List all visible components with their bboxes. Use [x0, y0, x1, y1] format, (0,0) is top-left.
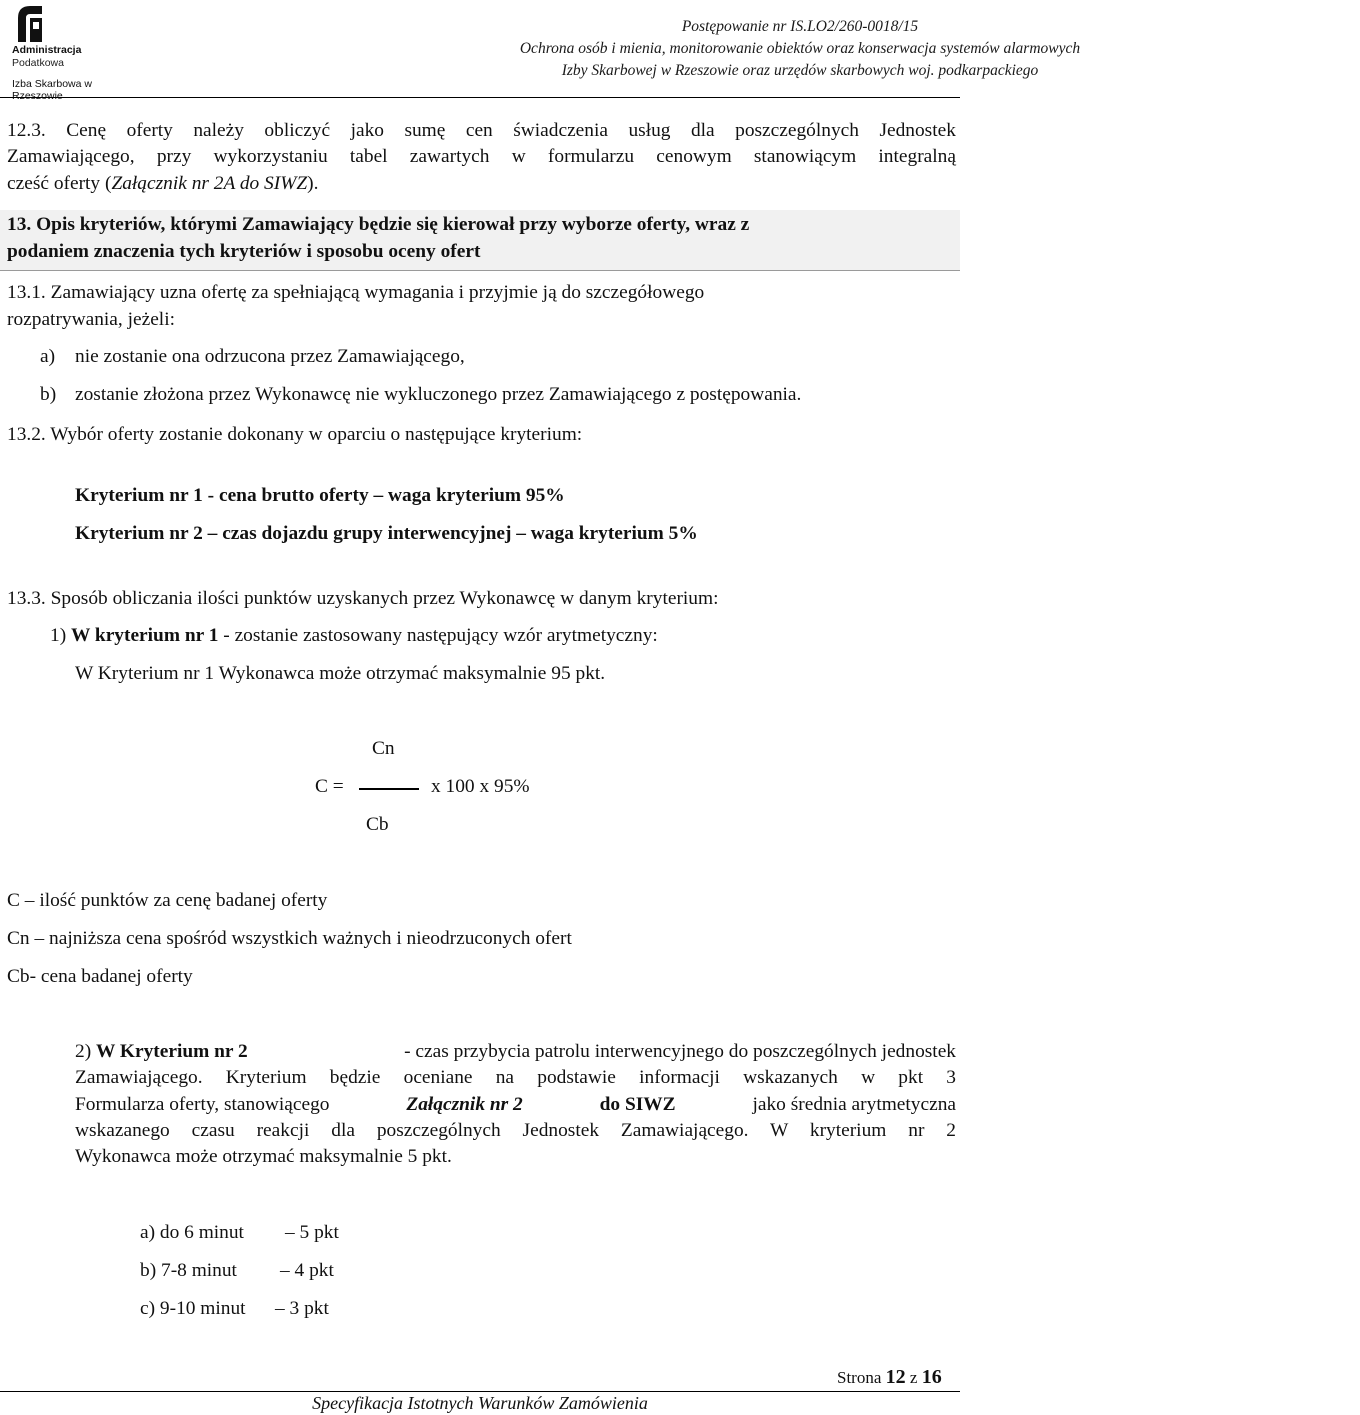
administracja-podatkowa-logo-icon — [16, 4, 46, 44]
criterion-1-max: W Kryterium nr 1 Wykonawca może otrzymać maksymalnie 95 pkt. — [75, 663, 606, 684]
legend-c: C – ilość punktów za cenę badanej oferty — [7, 890, 328, 911]
sec-12-3-line-2 — [7, 146, 956, 168]
item-2-line-2: Zamawiającego. Kryterium będzie oceniane na podstawie informacji wskazanych w pkt 3 — [75, 1067, 956, 1088]
document-page: Administracja Podatkowa Izba Skarbowa w Rzeszowie Postępowanie nr IS.LO2/260-0018/15 Ochrona osób i mienia, monitorowanie obiektów oraz konserwacja systemów alarmowych Izby Skarbowej w Rzeszowie oraz urzędów skarbowych woj. podkarpackiego 12.3. Cenę oferty należy obliczyć jako sumę cen świadczenia usług dla poszczególnych Jednostek Zamawiającego, przy wykorzystaniu tabel zawartych w formularzu cenowym stanowiącym integralną cześć oferty (Załącznik nr 2A do SIWZ). 13. Opis kryteriów, którymi Zamawiający będzie się kierował przy wyborze oferty, wraz z podaniem znaczenia tych kryteriów i sposobu oceny ofert 13.1. Zamawiający uzna ofertę za spełniającą wymagania i przyjmie ją do szczegółowego rozpatrywania, jeżeli: a) nie zostanie ona odrzucona przez Zamawiającego, b) zostanie złożona przez Wykonawcę nie wykluczonego przez Zamawiającego z postępowania. 13.2. Wybór oferty zostanie dokonany w oparciu o następujące kryterium: Kryterium nr 1 - cena brutto oferty – waga kryterium 95% Kryterium nr 2 – czas dojazdu grupy interwencyjnej – waga kryterium 5% 13.3. Sposób obliczania ilości punktów uzyskanych przez Wykonawcę w danym kryterium: 1) W kryterium nr 1 - zostanie zastosowany następujący wzór arytmetyczny: W Kryterium nr 1 Wykonawca może otrzymać maksymalnie 95 pkt. Cn C = x 100 x 95% Cb C – ilość punktów za cenę badanej oferty Cn – najniższa cena spośród wszystkich ważnych i nieodrzuconych ofert Cb- cena badanej oferty 2) W Kryterium nr 2 - czas przybycia patrolu interwencyjnego do poszczególnych jednostek Zamawiającego. Kryterium będzie oceniane na podstawie informacji wskazanych w pkt 3 Formularza oferty, stanowiącego Załącznik nr 2 do SIWZ jako średnia arytmetyczna wskazanego czasu reakcji dla poszczególnych Jednostek Zamawiającego. W kryterium nr 2 Wykonawca może otrzymać maksymalnie 5 pkt. a) do 6 minut – 5 pkt b) 7-8 minut – 4 pkt c) 9-10 minut – 3 pkt Strona 12 z 16 Specyfikacja Istotnych Warunków Zamówienia — [0, 0, 960, 1415]
item-2-line-5: Wykonawca może otrzymać maksymalnie 5 pkt. — [75, 1146, 452, 1167]
list-item-b: zostanie złożona przez Wykonawcę nie wykluczonego przez Zamawiającego z postępowania. — [75, 384, 802, 405]
item-2-line-3 — [75, 1094, 956, 1116]
word: sumę — [404, 120, 446, 141]
item-2-start — [75, 1041, 248, 1063]
word: stanowiącym — [753, 146, 857, 167]
formula-lhs: C = — [315, 776, 344, 797]
section-13-heading-line-2: podaniem znaczenia tych kryteriów i sposobu oceny ofert — [7, 241, 481, 262]
item-1-number: 1) — [50, 625, 67, 646]
footer-rule — [0, 1391, 960, 1392]
sec-13-3-text: 13.3. Sposób obliczania ilości punktów uzyskanych przez Wykonawcę w danym kryterium: — [7, 588, 719, 609]
item-2-number: 2) — [75, 1041, 92, 1062]
sec-13-1-line-1: 13.1. Zamawiający uzna ofertę za spełniającą wymagania i przyjmie ją do szczegółowego — [7, 282, 705, 303]
word: wykorzystaniu — [213, 146, 328, 167]
item-2-mean-text: jako średnia arytmetyczna — [752, 1094, 956, 1115]
header-rule — [0, 97, 960, 98]
item-2-form-text: Formularza oferty, stanowiącego — [75, 1094, 330, 1115]
sec-12-3-line-3 — [7, 173, 318, 195]
criterion-1: Kryterium nr 1 - cena brutto oferty – waga kryterium 95% — [75, 485, 565, 506]
attachment-ref: Załącznik nr 2A do SIWZ — [111, 173, 308, 194]
sec-13-3-item-1 — [50, 625, 658, 647]
page-total: 16 — [921, 1366, 942, 1388]
sec-13-2-text: 13.2. Wybór oferty zostanie dokonany w oparciu o następujące kryterium: — [7, 424, 583, 445]
page-prefix: Strona — [837, 1368, 882, 1387]
formula-denominator: Cb — [366, 814, 389, 835]
word: obliczyć — [264, 120, 331, 141]
score-label-2: b) 7-8 minut — [140, 1260, 237, 1281]
list-marker-b: b) — [40, 384, 57, 405]
list-item-a: nie zostanie ona odrzucona przez Zamawiającego, — [75, 346, 465, 367]
word: 12.3. — [7, 120, 46, 141]
score-label-3: c) 9-10 minut — [140, 1298, 246, 1319]
legend-cb: Cb- cena badanej oferty — [7, 966, 193, 987]
item-1-rest: - zostanie zastosowany następujący wzór arytmetyczny: — [218, 625, 658, 646]
word: formularzu — [547, 146, 635, 167]
item-2-line-1 — [75, 1041, 956, 1063]
criterion-2: Kryterium nr 2 – czas dojazdu grupy interwencyjnej – waga kryterium 5% — [75, 523, 698, 544]
word: Jednostek — [879, 120, 956, 141]
item-2-line-4: wskazanego czasu reakcji dla poszczególnych Jednostek Zamawiającego. W kryterium nr 2 — [75, 1120, 956, 1141]
page-number — [837, 1366, 942, 1389]
page-current: 12 — [885, 1366, 906, 1388]
score-points-3: – 3 pkt — [275, 1298, 329, 1319]
word: zawartych — [409, 146, 490, 167]
item-2-rest: - czas przybycia patrolu interwencyjnego do poszczególnych jednostek — [404, 1041, 956, 1062]
word: dla — [690, 120, 715, 141]
item-2-attachment: Załącznik nr 2 — [406, 1094, 523, 1115]
word: jako — [350, 120, 384, 141]
word: oferty — [126, 120, 173, 141]
sec-12-3-close: ). — [307, 173, 319, 194]
section-13-heading-line-1: 13. Opis kryteriów, którymi Zamawiający będzie się kierował przy wyborze oferty, wraz z — [7, 214, 750, 235]
word: cen — [465, 120, 493, 141]
item-2-siwz: do SIWZ — [599, 1094, 676, 1115]
sec-12-3-line-1 — [7, 120, 956, 142]
word: należy — [193, 120, 244, 141]
footer-title: Specyfikacja Istotnych Warunków Zamówienia — [312, 1393, 648, 1413]
word: usług — [628, 120, 671, 141]
score-points-2: – 4 pkt — [280, 1260, 334, 1281]
score-points-1: – 5 pkt — [285, 1222, 339, 1243]
legend-cn: Cn – najniższa cena spośród wszystkich ważnych i nieodrzuconych ofert — [7, 928, 572, 949]
formula-rhs: x 100 x 95% — [431, 776, 530, 797]
logo — [6, 4, 136, 102]
sec-12-3-text: cześć oferty ( — [7, 173, 112, 194]
word: cenowym — [656, 146, 732, 167]
word: przy — [156, 146, 192, 167]
logo-line-3: Izba Skarbowa w Rzeszowie — [12, 78, 92, 102]
word: w — [511, 146, 526, 167]
list-marker-a: a) — [40, 346, 56, 367]
word: poszczególnych — [735, 120, 859, 141]
page-sep: z — [909, 1368, 918, 1387]
score-label-1: a) do 6 minut — [140, 1222, 244, 1243]
sec-13-1-line-2: rozpatrywania, jeżeli: — [7, 309, 175, 330]
word: świadczenia — [513, 120, 608, 141]
item-2-bold: W Kryterium nr 2 — [96, 1041, 248, 1062]
word: integralną — [878, 146, 956, 167]
word: tabel — [349, 146, 388, 167]
formula-fraction-bar — [359, 788, 419, 790]
logo-line-1: Administracja — [12, 44, 82, 56]
item-1-bold: W kryterium nr 1 — [71, 625, 219, 646]
formula-numerator: Cn — [372, 738, 395, 759]
word: Cenę — [66, 120, 107, 141]
logo-line-2: Podatkowa — [12, 57, 64, 69]
word: Zamawiającego, — [7, 146, 135, 167]
